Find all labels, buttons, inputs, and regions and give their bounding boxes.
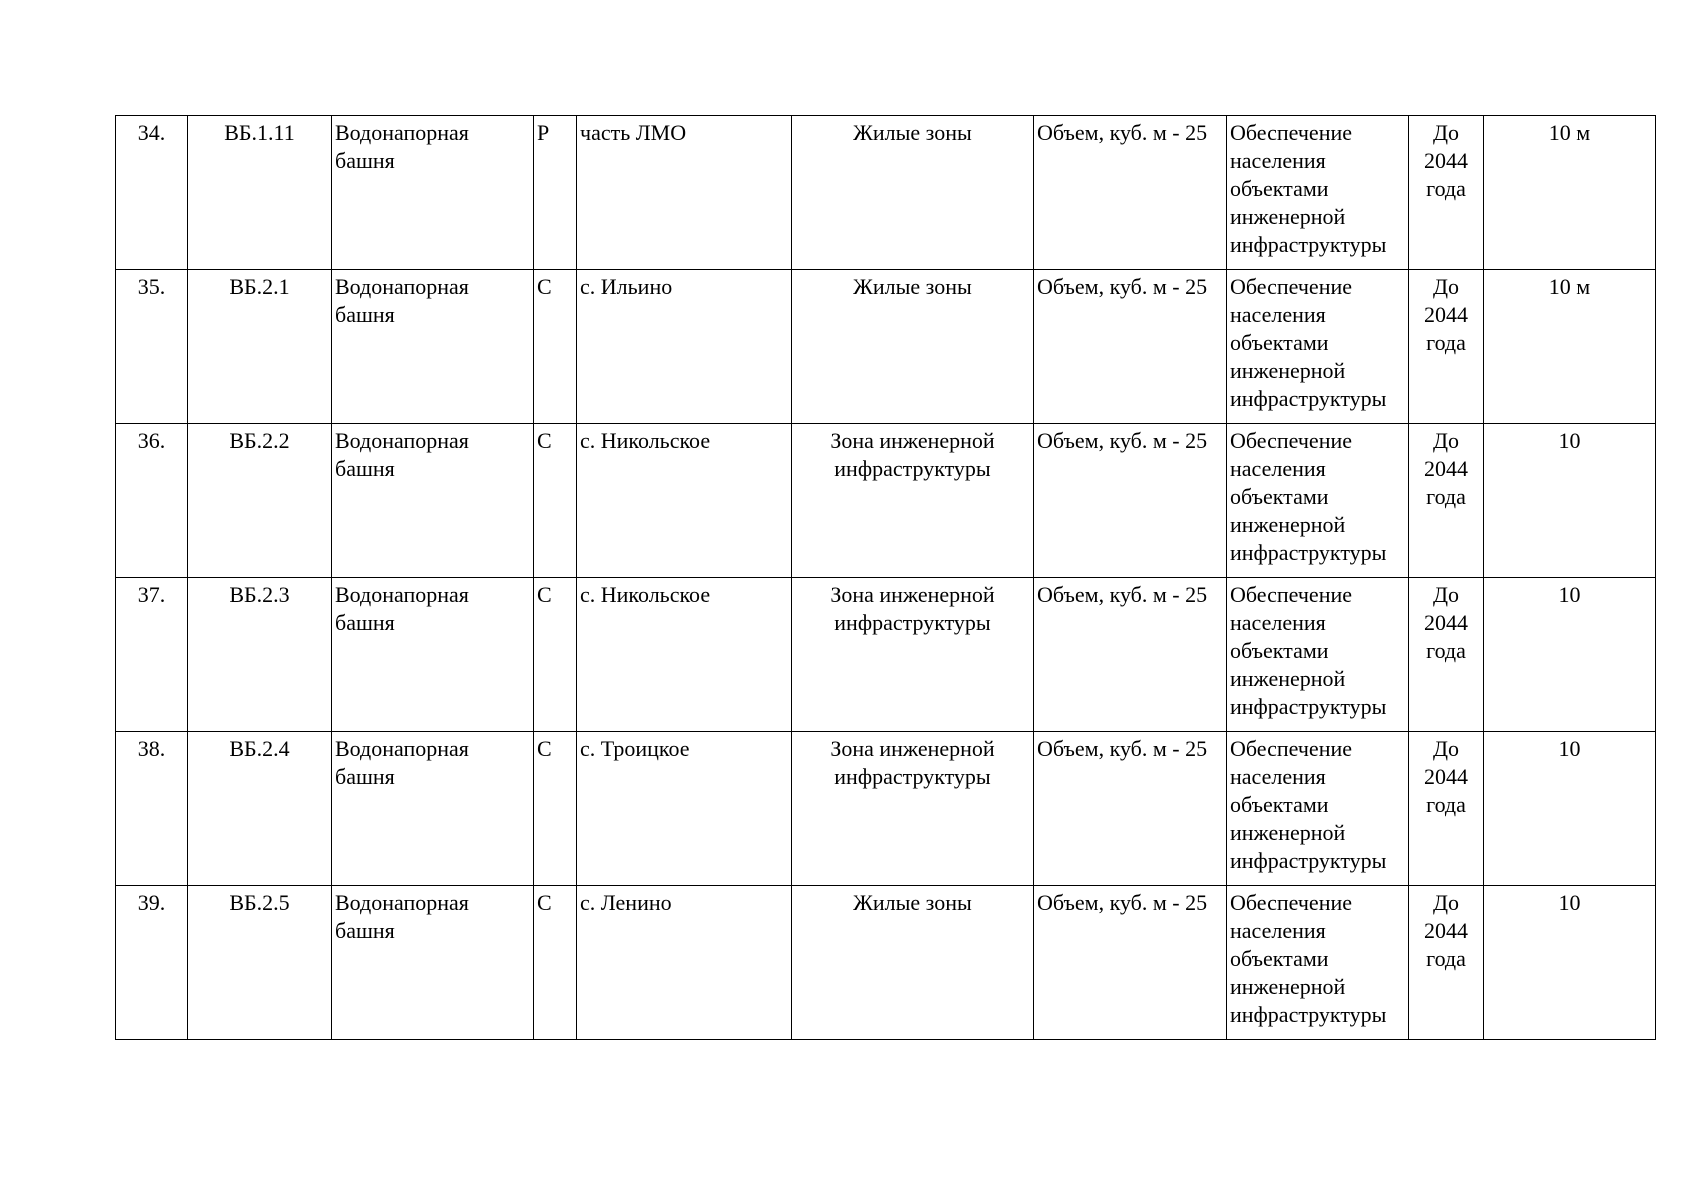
- object-status: Р: [534, 116, 577, 270]
- object-status: С: [534, 732, 577, 886]
- table-row: [116, 578, 1656, 732]
- object-location: с. Ильино: [577, 270, 792, 424]
- functional-zone: Зона инженерной инфраструктуры: [792, 732, 1034, 886]
- object-purpose: Обеспечение населения объектами инженерной инфраструктуры: [1227, 116, 1409, 270]
- object-parameter: Объем, куб. м - 25: [1034, 424, 1227, 578]
- object-parameter: Объем, куб. м - 25: [1034, 270, 1227, 424]
- object-code: ВБ.1.11: [188, 116, 332, 270]
- row-number: 35.: [116, 270, 188, 424]
- object-code: ВБ.2.5: [188, 886, 332, 1040]
- row-number: 36.: [116, 424, 188, 578]
- object-code: ВБ.2.2: [188, 424, 332, 578]
- object-name: Водонапорная башня: [332, 116, 534, 270]
- row-number: 37.: [116, 578, 188, 732]
- table-row: [116, 116, 1656, 270]
- object-parameter: Объем, куб. м - 25: [1034, 578, 1227, 732]
- protection-zone: 10: [1484, 886, 1656, 1040]
- object-status: С: [534, 578, 577, 732]
- object-name: Водонапорная башня: [332, 886, 534, 1040]
- table-body: [116, 116, 1656, 1040]
- object-location: с. Никольское: [577, 578, 792, 732]
- object-code: ВБ.2.3: [188, 578, 332, 732]
- table-row: [116, 424, 1656, 578]
- object-code: ВБ.2.1: [188, 270, 332, 424]
- functional-zone: Жилые зоны: [792, 116, 1034, 270]
- object-status: С: [534, 886, 577, 1040]
- object-status: С: [534, 270, 577, 424]
- functional-zone: Жилые зоны: [792, 886, 1034, 1040]
- object-purpose: Обеспечение населения объектами инженерной инфраструктуры: [1227, 270, 1409, 424]
- row-number: 34.: [116, 116, 188, 270]
- protection-zone: 10: [1484, 424, 1656, 578]
- implementation-term: До 2044 года: [1409, 270, 1484, 424]
- functional-zone: Жилые зоны: [792, 270, 1034, 424]
- object-name: Водонапорная башня: [332, 732, 534, 886]
- object-code: ВБ.2.4: [188, 732, 332, 886]
- object-parameter: Объем, куб. м - 25: [1034, 116, 1227, 270]
- implementation-term: До 2044 года: [1409, 424, 1484, 578]
- object-purpose: Обеспечение населения объектами инженерной инфраструктуры: [1227, 424, 1409, 578]
- object-purpose: Обеспечение населения объектами инженерной инфраструктуры: [1227, 886, 1409, 1040]
- functional-zone: Зона инженерной инфраструктуры: [792, 578, 1034, 732]
- object-parameter: Объем, куб. м - 25: [1034, 732, 1227, 886]
- object-location: часть ЛМО: [577, 116, 792, 270]
- implementation-term: До 2044 года: [1409, 732, 1484, 886]
- object-location: с. Никольское: [577, 424, 792, 578]
- implementation-term: До 2044 года: [1409, 886, 1484, 1040]
- object-location: с. Ленино: [577, 886, 792, 1040]
- object-location: с. Троицкое: [577, 732, 792, 886]
- protection-zone: 10: [1484, 732, 1656, 886]
- object-purpose: Обеспечение населения объектами инженерной инфраструктуры: [1227, 578, 1409, 732]
- table-row: [116, 732, 1656, 886]
- object-parameter: Объем, куб. м - 25: [1034, 886, 1227, 1040]
- functional-zone: Зона инженерной инфраструктуры: [792, 424, 1034, 578]
- object-purpose: Обеспечение населения объектами инженерной инфраструктуры: [1227, 732, 1409, 886]
- objects-table: [115, 115, 1656, 1040]
- implementation-term: До 2044 года: [1409, 116, 1484, 270]
- object-name: Водонапорная башня: [332, 578, 534, 732]
- protection-zone: 10: [1484, 578, 1656, 732]
- table-row: [116, 886, 1656, 1040]
- object-name: Водонапорная башня: [332, 424, 534, 578]
- implementation-term: До 2044 года: [1409, 578, 1484, 732]
- row-number: 38.: [116, 732, 188, 886]
- row-number: 39.: [116, 886, 188, 1040]
- table-row: [116, 270, 1656, 424]
- object-status: С: [534, 424, 577, 578]
- protection-zone: 10 м: [1484, 116, 1656, 270]
- object-name: Водонапорная башня: [332, 270, 534, 424]
- protection-zone: 10 м: [1484, 270, 1656, 424]
